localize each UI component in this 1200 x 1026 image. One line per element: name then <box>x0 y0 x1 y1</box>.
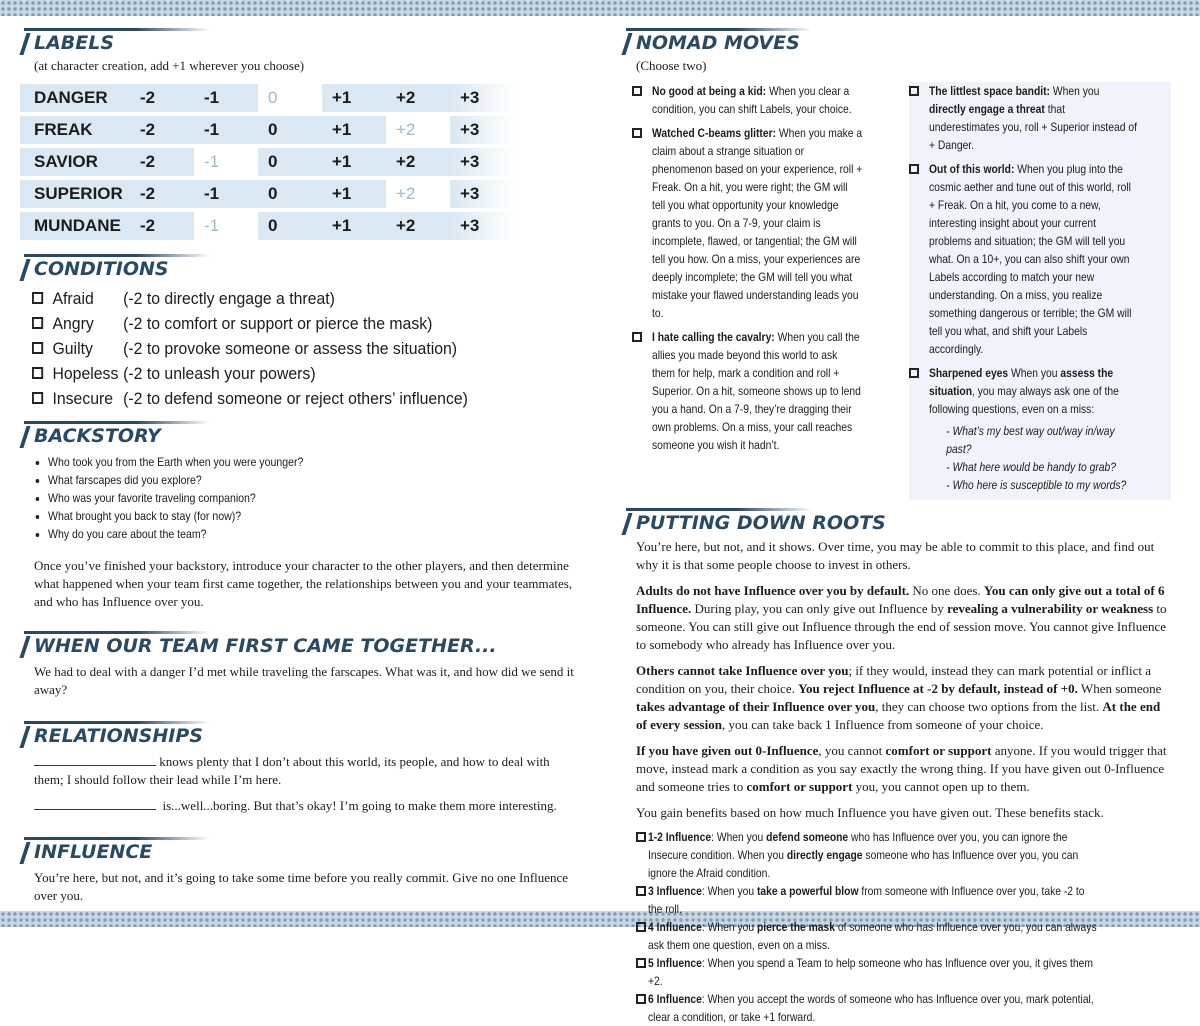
label-value[interactable]: +3 <box>450 212 514 240</box>
move-text: When you clear a condition, you can shift Labels, your choice. <box>652 84 852 116</box>
move-text: When you call the allies you made beyond this world to ask them for help, mark a condition and roll + Superior. On a hit, someone shows up to lend you a hand. On a 7-9, they’re dragging their own problems. On a miss, your call reaches someone you wish it hadn’t. <box>652 330 861 452</box>
label-value[interactable]: +3 <box>450 116 514 144</box>
move-name: Sharpened eyes <box>929 366 1009 380</box>
bold-text: directly engage <box>786 848 863 862</box>
backstory-question: • Who was your favorite traveling companion? <box>48 489 516 507</box>
condition-name: Afraid <box>52 289 94 308</box>
left-page <box>20 24 580 905</box>
roots-p3 <box>636 662 1170 734</box>
conditions-heading: CONDITIONS <box>20 258 580 280</box>
bold-text: If you have given out 0-Influence <box>636 743 819 758</box>
label-value[interactable]: +1 <box>322 180 386 208</box>
bold-text: revealing a vulnerability or weakness <box>947 601 1154 616</box>
checkbox[interactable] <box>636 958 646 968</box>
checkbox[interactable] <box>909 86 919 96</box>
move-name: Watched C-beams glitter: <box>652 126 777 140</box>
backstory-text: Once you’ve finished your backstory, introduce your character to the other players, and then determine what happened when your team first came together, the relationships between you and your teammates, and who has Influence over you. <box>34 558 573 609</box>
conditions-list <box>32 286 580 411</box>
condition-effect: (-2 to unleash your powers) <box>123 364 316 383</box>
team-text: We had to deal with a danger I’d met while traveling the farscapes. What was it, and how did we send it away? <box>34 664 574 697</box>
condition-effect: (-2 to defend someone or reject others’ influence) <box>123 389 468 408</box>
bold-text: take a powerful blow <box>756 884 859 898</box>
relationship-2 <box>34 797 580 815</box>
bold-text: At the end of every session <box>636 699 1161 732</box>
relationships-heading: RELATIONSHIPS <box>20 725 580 747</box>
label-row-superior <box>20 180 514 208</box>
condition-item <box>32 386 542 411</box>
checkbox[interactable] <box>909 368 919 378</box>
labels-heading: LABELS <box>20 32 580 54</box>
label-value[interactable]: -1 <box>194 180 258 208</box>
relationship-blank[interactable] <box>34 754 156 766</box>
text: No one does. <box>912 583 981 598</box>
text: ; if they would, instead they can mark potential or inflict a condition on you, their choice. <box>636 663 1151 696</box>
label-value[interactable]: 0 <box>258 84 322 112</box>
benefit-1-2 <box>636 828 1170 882</box>
roots-p2 <box>636 582 1170 654</box>
label-value[interactable]: -1 <box>194 212 258 240</box>
roots-p5: You gain benefits based on how much Influence you have given out. These benefits stack. <box>636 805 1104 820</box>
benefit-name: 6 Influence <box>648 992 702 1006</box>
checkbox[interactable] <box>636 886 646 896</box>
condition-name: Angry <box>52 314 94 333</box>
move-calling-the-cavalry <box>632 328 897 454</box>
text: who has Influence over you, you can ignore the Insecure condition. When you <box>648 830 1068 862</box>
benefit-3 <box>636 882 1170 918</box>
label-value[interactable]: +3 <box>450 148 514 176</box>
move-name: Out of this world: <box>929 162 1015 176</box>
checkbox[interactable] <box>636 994 646 1004</box>
relationship-1 <box>34 753 580 789</box>
bold-text: defend someone <box>766 830 849 844</box>
label-value[interactable]: 0 <box>258 148 322 176</box>
label-value[interactable]: -1 <box>194 84 258 112</box>
label-row-freak <box>20 116 514 144</box>
label-value[interactable]: 0 <box>258 180 322 208</box>
text: : When you spend a Team to help someone who has Influence over you, it gives them +2. <box>648 956 1093 988</box>
backstory-question: • What farscapes did you explore? <box>48 471 516 489</box>
moves-column-2 <box>909 82 1171 500</box>
move-text: When you <box>1011 366 1058 380</box>
label-value[interactable]: -1 <box>194 148 258 176</box>
moves-column-1 <box>632 82 897 500</box>
text: of someone who has Influence over you, you can always ask them one question, even on a miss. <box>648 920 1097 952</box>
text: , they can choose two options from the list. <box>875 699 1100 714</box>
label-row-savior <box>20 148 514 176</box>
text: someone who has Influence over you, you can ignore the Afraid condition. <box>648 848 1079 880</box>
right-page <box>622 24 1170 1026</box>
bold-text: comfort or support <box>746 779 853 794</box>
influence-text: You’re here, but not, and it’s going to take some time before you really commit. Give no one Influence over you. <box>34 870 569 903</box>
question: - Who here is susceptible to my words? <box>946 478 1127 492</box>
roots-heading: PUTTING DOWN ROOTS <box>622 512 1170 534</box>
move-watched-c-beams <box>632 124 897 322</box>
text: from someone with Influence over you, take -2 to the roll. <box>648 884 1085 916</box>
label-row-danger <box>20 84 514 112</box>
bold-text: You reject Influence at -2 by default, instead of +0. <box>798 681 1078 696</box>
moves-subtitle: (Choose two) <box>636 58 707 73</box>
label-name: SAVIOR <box>20 148 130 176</box>
text: : When you accept the words of someone who has Influence over you, mark potential, clear a condition, or take +1 forward. <box>648 992 1094 1024</box>
backstory-question: • What brought you back to stay (for now)? <box>48 507 516 525</box>
label-name: MUNDANE <box>20 212 130 240</box>
question: - What’s my best way out/way in/way past? <box>946 424 1115 456</box>
checkbox[interactable] <box>32 342 43 354</box>
move-text: that underestimates you, roll + Superior instead of + Danger. <box>929 102 1137 152</box>
checkbox[interactable] <box>32 292 43 304</box>
benefit-name: 4 Influence <box>648 920 702 934</box>
label-row-mundane <box>20 212 514 240</box>
question: - What here would be handy to grab? <box>946 460 1117 474</box>
relationship-1-text: knows plenty that I don’t about this world, its people, and how to deal with them; I should follow their lead while I’m here. <box>34 754 550 787</box>
condition-effect: (-2 to directly engage a threat) <box>123 289 335 308</box>
text: anyone. If you would trigger that move, instead mark a condition as you say exactly the wrong thing. If you have given out 0-Influence and someone tries to <box>636 743 1167 794</box>
move-text: When you make a claim about a strange situation or phenomenon based on your experience, roll + Freak. On a hit, you were right; the GM will tell you what opportunity your knowledge grants to you. On a 7-9, your claim is incomplete, flawed, or tangential; the GM will tell you how. On a miss, your experiences are deeply incomplete; the GM will tell you what mistake your flawed understanding leads you to. <box>652 126 863 320</box>
condition-item <box>32 361 542 386</box>
bold-text: You can only give out a total of 6 Influence. <box>636 583 1165 616</box>
label-name: SUPERIOR <box>20 180 130 208</box>
benefit-4 <box>636 918 1170 954</box>
checkbox[interactable] <box>32 367 43 379</box>
label-value[interactable]: +3 <box>450 84 514 112</box>
bold-text: Others cannot take Influence over you <box>636 663 849 678</box>
checkbox[interactable] <box>32 317 43 329</box>
move-sharpened-eyes <box>909 364 1171 494</box>
roots-p1: You’re here, but not, and it shows. Over time, you may be able to commit to this place, and find out why it is that some people choose to invest in others. <box>636 539 1155 572</box>
label-value[interactable]: +2 <box>386 212 450 240</box>
move-name: No good at being a kid: <box>652 84 767 98</box>
condition-item <box>32 311 542 336</box>
benefit-6 <box>636 990 1170 1026</box>
move-littlest-space-bandit <box>909 82 1171 154</box>
label-value[interactable]: -2 <box>130 180 194 208</box>
text: When someone <box>1080 681 1162 696</box>
label-value[interactable]: +1 <box>322 212 386 240</box>
text: : When you <box>701 884 755 898</box>
checkbox[interactable] <box>636 832 646 842</box>
influence-benefits <box>636 828 1170 1026</box>
checkbox[interactable] <box>909 164 919 174</box>
move-name: The littlest space bandit: <box>929 84 1051 98</box>
backstory-questions <box>48 453 580 543</box>
moves-columns <box>622 82 1170 500</box>
text: : When you <box>701 920 755 934</box>
text: : When you <box>711 830 764 844</box>
backstory-question: • Why do you care about the team? <box>48 525 516 543</box>
label-value[interactable]: +2 <box>386 84 450 112</box>
benefit-name: 5 Influence <box>648 956 702 970</box>
condition-item <box>32 286 542 311</box>
label-value[interactable]: -2 <box>130 84 194 112</box>
condition-effect: (-2 to provoke someone or assess the situation) <box>123 339 458 358</box>
roots-p4 <box>636 742 1170 796</box>
bold-text: pierce the mask <box>756 920 836 934</box>
checkbox[interactable] <box>632 128 642 138</box>
move-out-of-this-world <box>909 160 1171 358</box>
condition-name: Hopeless <box>52 364 119 383</box>
label-value[interactable]: +3 <box>450 180 514 208</box>
condition-name: Insecure <box>52 389 114 408</box>
backstory-heading: BACKSTORY <box>20 425 580 447</box>
label-name: FREAK <box>20 116 130 144</box>
checkbox[interactable] <box>632 332 642 342</box>
label-value[interactable]: +2 <box>386 180 450 208</box>
text: , you cannot <box>818 743 883 758</box>
label-value[interactable]: -2 <box>130 212 194 240</box>
benefit-5 <box>636 954 1170 990</box>
text: to someone. You can still give out Influence through the end of session move. You cannot give Influence to somebody who already has Influence over you. <box>636 601 1167 652</box>
labels-table <box>20 80 514 244</box>
bold-text: comfort or support <box>885 743 992 758</box>
move-trigger: assess the situation <box>929 366 1114 398</box>
text: During play, you can only give out Influence by <box>694 601 944 616</box>
bold-text: takes advantage of their Influence over you <box>636 699 876 714</box>
backstory-question: • Who took you from the Earth when you were younger? <box>48 453 516 471</box>
benefit-name: 3 Influence <box>648 884 702 898</box>
relationship-2-text: is...well...boring. But that’s okay! I’m going to make them more interesting. <box>162 798 557 813</box>
label-value[interactable]: +2 <box>386 148 450 176</box>
text: you, you cannot open up to them. <box>855 779 1030 794</box>
label-value[interactable]: +1 <box>322 116 386 144</box>
label-value[interactable]: 0 <box>258 116 322 144</box>
text: , you can take back 1 Influence from someone of your choice. <box>721 717 1044 732</box>
moves-heading: NOMAD MOVES <box>622 32 1170 54</box>
checkbox[interactable] <box>636 922 646 932</box>
condition-item <box>32 336 542 361</box>
team-heading: WHEN OUR TEAM FIRST CAME TOGETHER... <box>20 635 580 657</box>
label-name: DANGER <box>20 84 130 112</box>
label-value[interactable]: +1 <box>322 84 386 112</box>
relationship-blank[interactable] <box>34 798 156 810</box>
checkbox[interactable] <box>32 392 43 404</box>
influence-heading: INFLUENCE <box>20 841 580 863</box>
move-text: When you <box>1052 84 1100 98</box>
move-trigger: directly engage a threat <box>929 102 1045 116</box>
benefit-name: 1-2 Influence <box>648 830 712 844</box>
checkbox[interactable] <box>632 86 642 96</box>
label-value[interactable]: 0 <box>258 212 322 240</box>
label-value[interactable]: -2 <box>130 116 194 144</box>
top-decorative-band <box>0 0 1200 16</box>
move-no-good-at-being-a-kid <box>632 82 897 118</box>
condition-name: Guilty <box>52 339 93 358</box>
label-value[interactable]: +1 <box>322 148 386 176</box>
label-value[interactable]: -1 <box>194 116 258 144</box>
move-text: , you may always ask one of the following questions, even on a miss: <box>929 384 1119 416</box>
bold-text: Adults do not have Influence over you by default. <box>636 583 910 598</box>
label-value[interactable]: -2 <box>130 148 194 176</box>
labels-subtitle: (at character creation, add +1 wherever you choose) <box>34 58 305 73</box>
move-text: When you plug into the cosmic aether and tune out of this world, roll + Freak. On a hit, you come to a new, interesting insight about your current problems and situation; the GM will tell you what. On a 10+, you can also shift your own Labels according to match your new understanding. On a miss, you realize something dangerous or terrible; the GM will tell you what, and shift your Labels accordingly. <box>929 162 1132 356</box>
condition-effect: (-2 to comfort or support or pierce the mask) <box>123 314 433 333</box>
move-name: I hate calling the cavalry: <box>652 330 775 344</box>
label-value[interactable]: +2 <box>386 116 450 144</box>
